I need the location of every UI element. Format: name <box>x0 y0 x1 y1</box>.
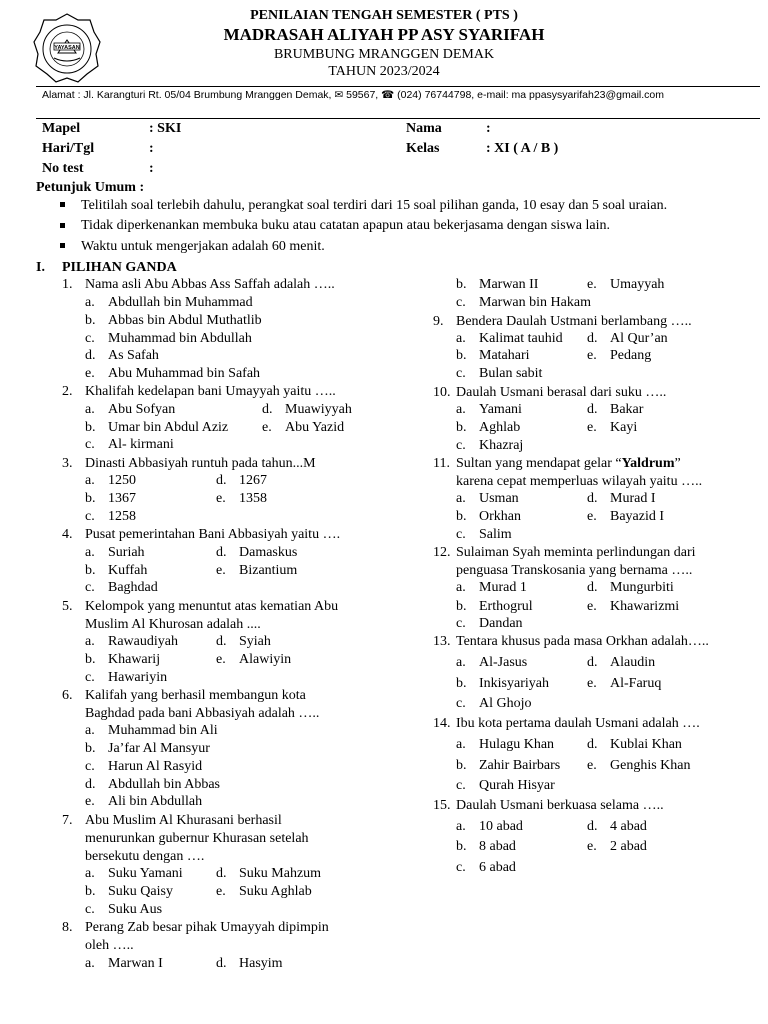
nama-value: : <box>486 121 491 136</box>
address-line: Alamat : Jl. Karangturi Rt. 05/04 Brumbung Mranggen Demak, ✉ 59567, ☎ (024) 76744798, e-mail: ma ppasysyarifah23@gmail.com <box>42 89 665 101</box>
option: a. Suku Yamani <box>85 866 183 881</box>
logo-text: YAYASAN <box>54 45 80 51</box>
question-number: 9. <box>433 314 444 329</box>
option: b. Erthogrul <box>456 599 533 614</box>
option: d. Abdullah bin Abbas <box>85 777 220 792</box>
option: a. Suriah <box>85 545 145 560</box>
option: b. Ja’far Al Mansyur <box>85 741 210 756</box>
question-text: Kalifah yang berhasil membangun kota Baghdad pada bani Abbasiyah adalah ….. <box>85 688 320 721</box>
question-number: 12. <box>433 545 451 560</box>
option: e. 2 abad <box>587 839 647 854</box>
option: c. 1258 <box>85 509 136 524</box>
option: a. 1250 <box>85 473 136 488</box>
option: e. Kayi <box>587 420 638 435</box>
option: e. Khawarizmi <box>587 599 680 614</box>
question-text: Bendera Daulah Ustmani berlambang ….. <box>456 314 692 329</box>
option: e. 1358 <box>216 491 267 506</box>
option: c. Qurah Hisyar <box>456 778 555 793</box>
kelas-value: : XI ( A / B ) <box>486 141 559 156</box>
bullet-icon <box>60 202 65 207</box>
question-text: Tentara khusus pada masa Orkhan adalah….. <box>456 634 709 649</box>
option: a. Murad 1 <box>456 580 527 595</box>
notest-label: No test <box>42 161 84 176</box>
question-text: Pusat pemerintahan Bani Abbasiyah yaitu …. <box>85 527 341 542</box>
nama-label: Nama <box>406 121 442 136</box>
school-name: MADRASAH ALIYAH PP ASY SYARIFAH <box>223 25 545 44</box>
option: b. Matahari <box>456 348 530 363</box>
header-line-3: BRUMBUNG MRANGGEN DEMAK <box>273 47 495 62</box>
option: e. Ali bin Abdullah <box>85 794 203 809</box>
option: d. Al Qur’an <box>587 331 668 346</box>
bullet-icon <box>60 243 65 248</box>
question-text: Daulah Usmani berasal dari suku ….. <box>456 385 667 400</box>
option: c. Bulan sabit <box>456 366 543 381</box>
option: d. Bakar <box>587 402 644 417</box>
option: e. Bizantium <box>216 563 298 578</box>
question-number: 7. <box>62 813 73 828</box>
option: b. 8 abad <box>456 839 516 854</box>
question-number: 3. <box>62 456 73 471</box>
notest-value: : <box>149 161 154 176</box>
question-number: 2. <box>62 384 73 399</box>
question-text: Ibu kota pertama daulah Usmani adalah …. <box>456 716 700 731</box>
option: b. Zahir Bairbars <box>456 758 561 773</box>
option: d. Syiah <box>216 634 271 649</box>
option: b. Abbas bin Abdul Muthatlib <box>85 313 262 328</box>
question-number: 4. <box>62 527 73 542</box>
option: c. Muhammad bin Abdullah <box>85 331 252 346</box>
option: a. Al-Jasus <box>456 655 528 670</box>
header-rule-top <box>36 86 760 87</box>
option: e. Genghis Khan <box>587 758 691 773</box>
option: b. Umar bin Abdul Aziz <box>85 420 229 435</box>
question-text: Kelompok yang menuntut atas kematian Abu Muslim Al Khurosan adalah .... <box>85 599 339 632</box>
option: d. Hasyim <box>216 956 283 971</box>
option: d. Kublai Khan <box>587 737 682 752</box>
question-text: Sultan yang mendapat gelar “Yaldrum” karena cepat memperluas wilayah yaitu ….. <box>456 456 703 489</box>
option: a. Muhammad bin Ali <box>85 723 218 738</box>
option: d. As Safah <box>85 348 159 363</box>
question-text: Khalifah kedelapan bani Umayyah yaitu ….. <box>85 384 336 399</box>
instruction-item: Waktu untuk mengerjakan adalah 60 menit. <box>81 239 325 254</box>
option: c. Al Ghojo <box>456 696 532 711</box>
option: e. Suku Aghlab <box>216 884 312 899</box>
question-number: 6. <box>62 688 73 703</box>
option: c. Dandan <box>456 616 523 631</box>
option: b. Inkisyariyah <box>456 676 549 691</box>
option: a. 10 abad <box>456 819 523 834</box>
header-line-1: PENILAIAN TENGAH SEMESTER ( PTS ) <box>250 8 518 23</box>
option: b. Orkhan <box>456 509 521 524</box>
option: a. Usman <box>456 491 519 506</box>
option: d. Murad I <box>587 491 656 506</box>
option: c. Hawariyin <box>85 670 168 685</box>
option: a. Kalimat tauhid <box>456 331 563 346</box>
question-number: 14. <box>433 716 451 731</box>
question-text: Daulah Usmani berkuasa selama ….. <box>456 798 664 813</box>
option: c. Suku Aus <box>85 902 163 917</box>
option: d. Damaskus <box>216 545 298 560</box>
option: e. Alawiyin <box>216 652 292 667</box>
option: b. Khawarij <box>85 652 161 667</box>
option: a. Yamani <box>456 402 522 417</box>
option: b. Suku Qaisy <box>85 884 173 899</box>
option: d. Alaudin <box>587 655 656 670</box>
section-number: I. <box>36 260 45 275</box>
option: b. 1367 <box>85 491 136 506</box>
option: d. Mungurbiti <box>587 580 674 595</box>
instructions-title: Petunjuk Umum : <box>36 180 145 195</box>
option: e. Abu Muhammad bin Safah <box>85 366 261 381</box>
question-text: Nama asli Abu Abbas Ass Saffah adalah ….. <box>85 277 335 292</box>
question-number: 15. <box>433 798 451 813</box>
option: b. Aghlab <box>456 420 521 435</box>
instruction-item: Telitilah soal terlebih dahulu, perangkat soal terdiri dari 15 soal pilihan ganda, 10 esay dan 5 soal uraian. <box>81 198 668 213</box>
question-number: 8. <box>62 920 73 935</box>
option: d. Muawiyyah <box>262 402 352 417</box>
option: c. Harun Al Rasyid <box>85 759 203 774</box>
option: a. Marwan I <box>85 956 163 971</box>
option: c. Marwan bin Hakam <box>456 295 591 310</box>
question-number: 13. <box>433 634 451 649</box>
mapel-label: Mapel <box>42 121 81 136</box>
haritgl-value: : <box>149 141 154 156</box>
question-number: 10. <box>433 385 451 400</box>
instruction-item: Tidak diperkenankan membuka buku atau catatan apapun atau bekerjasama dengan siswa lain. <box>81 218 610 233</box>
option: c. Al- kirmani <box>85 437 174 452</box>
option: a. Abdullah bin Muhammad <box>85 295 253 310</box>
option: b. Marwan II <box>456 277 539 292</box>
option: a. Rawaudiyah <box>85 634 178 649</box>
kelas-label: Kelas <box>406 141 440 156</box>
question-number: 5. <box>62 599 73 614</box>
option: a. Hulagu Khan <box>456 737 555 752</box>
question-text: Dinasti Abbasiyah runtuh pada tahun...M <box>85 456 316 471</box>
mapel-value: : SKI <box>149 121 182 136</box>
question-text: Perang Zab besar pihak Umayyah dipimpin oleh ….. <box>85 920 329 953</box>
header-year: TAHUN 2023/2024 <box>328 64 440 79</box>
bullet-icon <box>60 223 65 228</box>
header-rule-bottom <box>36 118 760 119</box>
option: a. Abu Sofyan <box>85 402 176 417</box>
question-number: 11. <box>433 456 450 471</box>
option: c. Salim <box>456 527 512 542</box>
option: e. Al-Faruq <box>587 676 662 691</box>
option: e. Umayyah <box>587 277 665 292</box>
option: c. Baghdad <box>85 580 158 595</box>
option: e. Pedang <box>587 348 652 363</box>
option: e. Bayazid I <box>587 509 665 524</box>
section-title: PILIHAN GANDA <box>62 260 177 275</box>
question-number: 1. <box>62 277 73 292</box>
option: c. 6 abad <box>456 860 516 875</box>
option: c. Khazraj <box>456 438 524 453</box>
option: e. Abu Yazid <box>262 420 345 435</box>
option: b. Kuffah <box>85 563 148 578</box>
question-text: Sulaiman Syah meminta perlindungan dari penguasa Transkosania yang bernama ….. <box>456 545 696 578</box>
option: d. 4 abad <box>587 819 647 834</box>
question-text: Abu Muslim Al Khurasani berhasil menurunkan gubernur Khurasan setelah bersekutu dengan …. <box>85 813 309 864</box>
option: d. Suku Mahzum <box>216 866 322 881</box>
option: d. 1267 <box>216 473 267 488</box>
haritgl-label: Hari/Tgl <box>42 141 95 156</box>
